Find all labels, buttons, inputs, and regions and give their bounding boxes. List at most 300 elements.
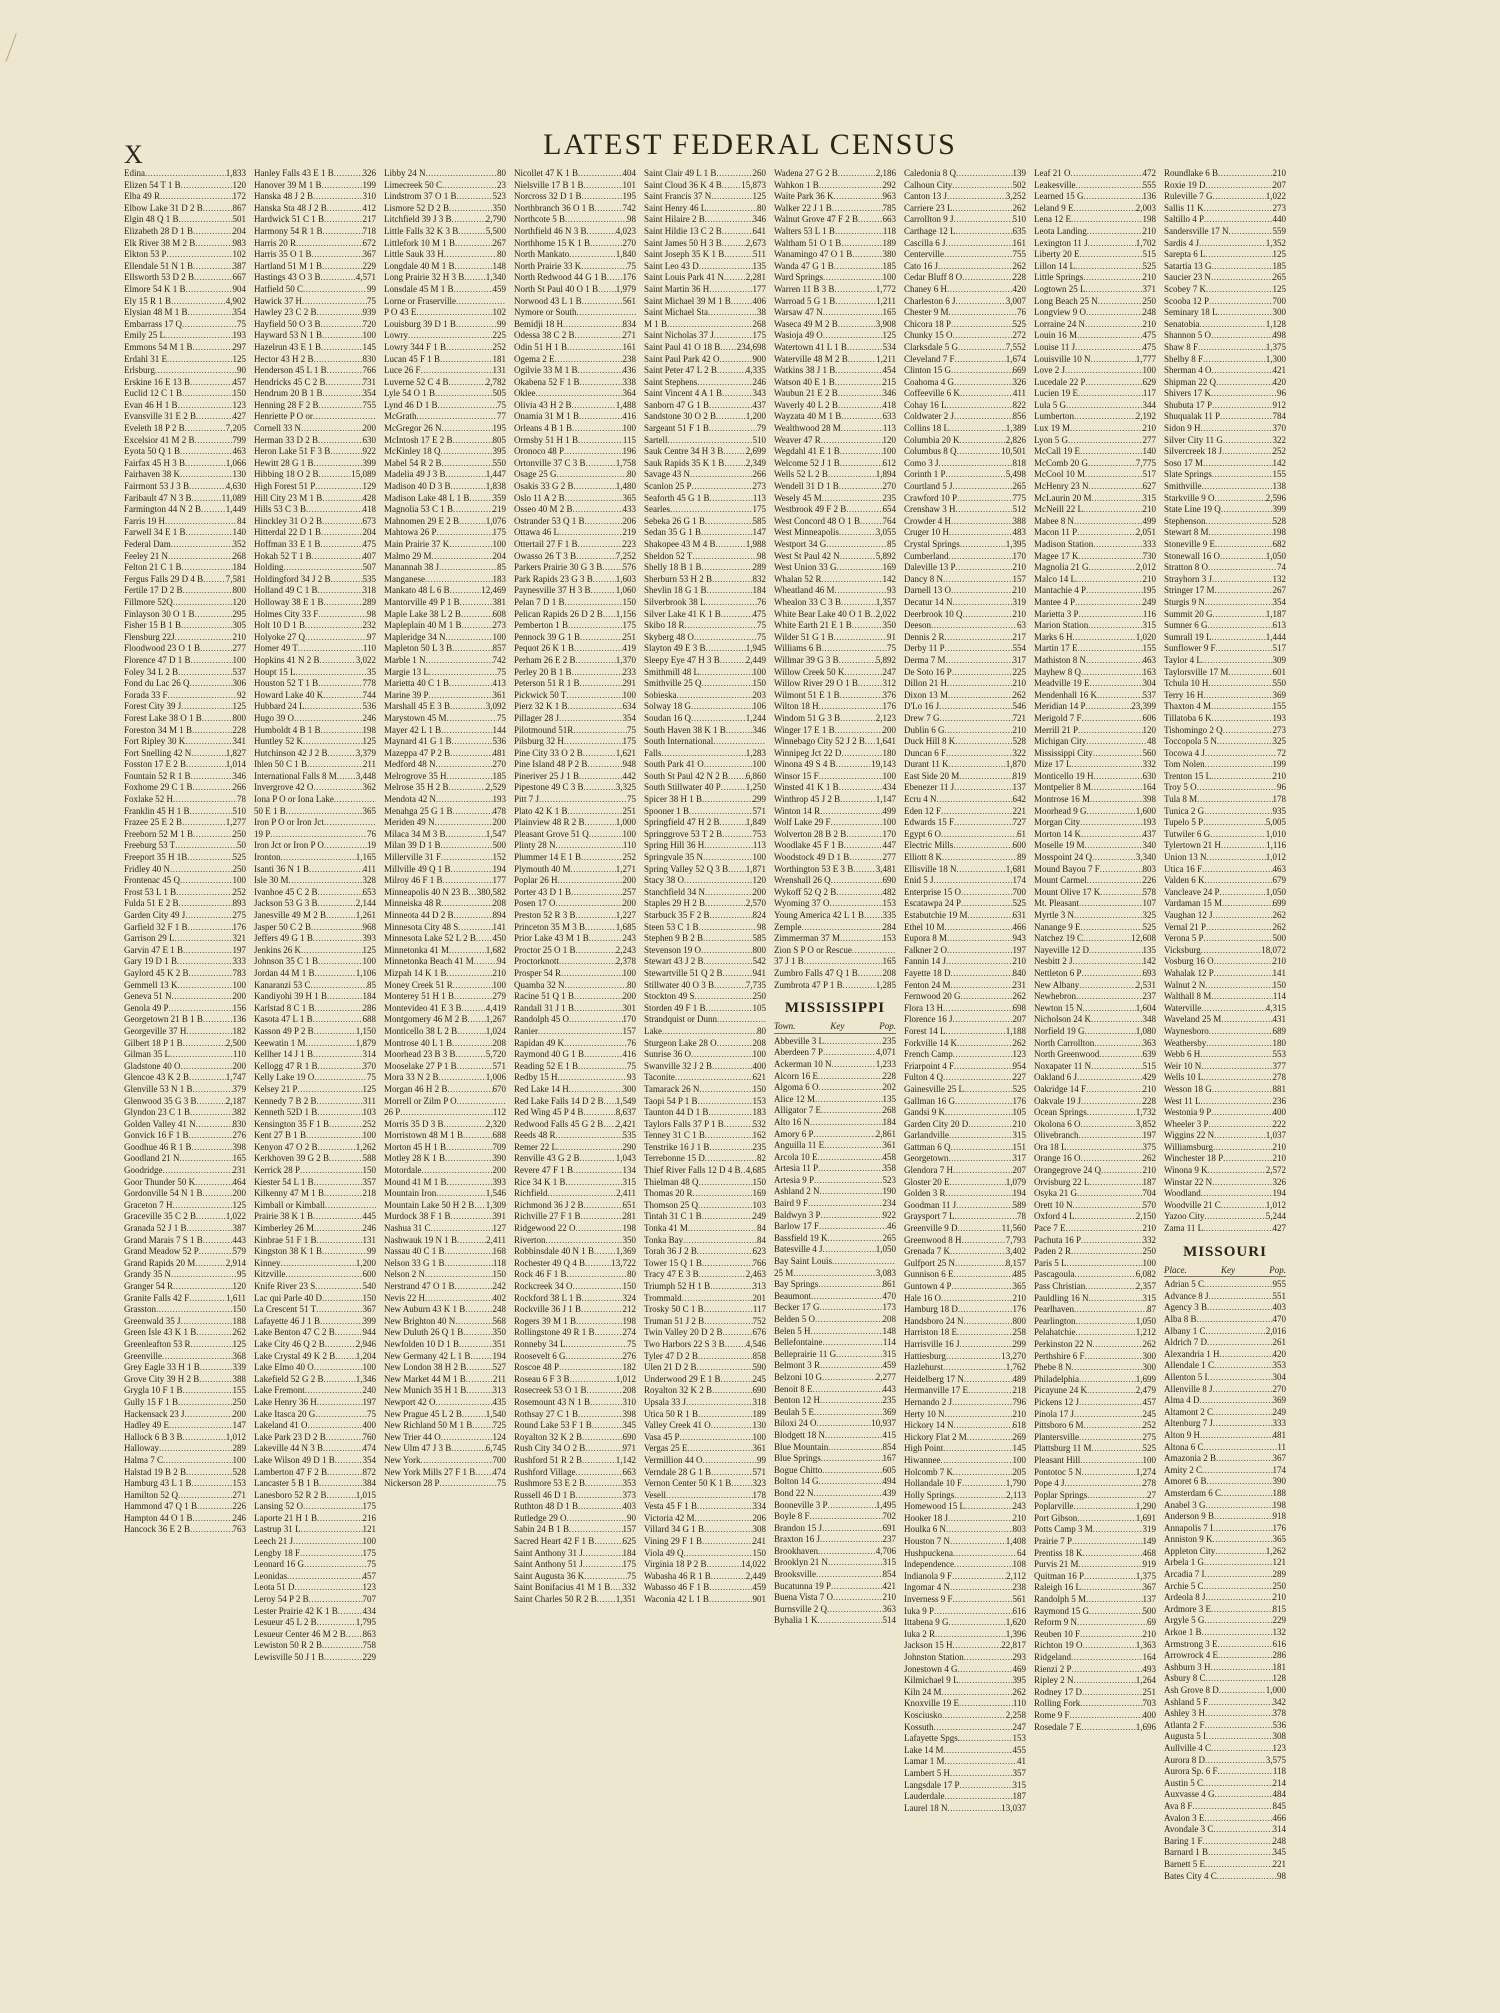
- census-entry: [904, 458, 1026, 470]
- census-entry: [124, 1339, 246, 1351]
- population: 818: [1012, 457, 1026, 468]
- census-entry: [1034, 400, 1156, 412]
- town-name: Newton 15 N: [1034, 1002, 1083, 1013]
- town-name: Saint Anthony 31 J: [514, 1547, 583, 1558]
- town-name: Kent 27 B 1 B: [254, 1130, 307, 1141]
- census-entry: [1034, 933, 1156, 945]
- population: 589: [1012, 1199, 1026, 1210]
- town-name: Kellher 14 J 1 B: [254, 1049, 313, 1060]
- leader-dots: [313, 933, 363, 945]
- population: 963: [882, 191, 896, 202]
- leader-dots: [690, 469, 753, 481]
- census-entry: [124, 365, 246, 377]
- town-name: Holt 10 D 1 B: [254, 620, 306, 631]
- leader-dots: [706, 203, 757, 215]
- population: 939: [362, 307, 376, 318]
- census-entry: [1164, 1476, 1286, 1488]
- population: 252: [492, 341, 506, 352]
- town-name: Zimmerman 37 M: [774, 933, 840, 944]
- leader-dots: [566, 1339, 628, 1351]
- census-entry: [384, 655, 506, 667]
- population: 378: [1272, 1708, 1286, 1719]
- town-name: Tonka Bay: [644, 1234, 684, 1245]
- census-entry: [904, 272, 1026, 284]
- town-name: Pascagoula: [1034, 1269, 1075, 1280]
- leader-dots: [193, 342, 233, 354]
- census-entry: [774, 1581, 896, 1593]
- population: 635: [1012, 225, 1026, 236]
- leader-dots: [561, 968, 623, 980]
- town-name: Morton 14 K: [1034, 828, 1081, 839]
- town-name: Rapidan 49 K: [514, 1037, 564, 1048]
- leader-dots: [1217, 736, 1273, 748]
- leader-dots: [197, 1096, 226, 1108]
- population: 941: [752, 967, 766, 978]
- census-entry: [644, 330, 766, 342]
- town-name: Gemmell 13 K: [124, 979, 178, 990]
- town-name: Woodstock 49 D 1 B: [774, 852, 850, 863]
- population: 236: [1272, 1095, 1286, 1106]
- population: 120: [232, 596, 246, 607]
- leader-dots: [1065, 365, 1143, 377]
- leader-dots: [802, 922, 883, 934]
- census-entry: [1034, 1420, 1156, 1432]
- town-name: Martin 17 E: [1034, 643, 1078, 654]
- leader-dots: [1215, 539, 1273, 551]
- population: 2,411: [616, 1188, 636, 1199]
- town-name: Orvisburg 22 L: [1034, 1176, 1090, 1187]
- leader-dots: [444, 1119, 486, 1131]
- town-name: Reading 52 E 1 B: [514, 1060, 578, 1071]
- town-name: Northcote 5 B: [514, 214, 565, 225]
- census-entry: [514, 852, 636, 864]
- census-entry: [1034, 481, 1156, 493]
- census-entry: [254, 516, 376, 528]
- population: 3,852: [1135, 1118, 1156, 1129]
- population: 308: [1272, 1731, 1286, 1742]
- census-entry: [254, 319, 376, 331]
- population: 199: [1272, 759, 1286, 770]
- town-name: Lillon 14 L: [1034, 260, 1075, 271]
- population: 1,262: [355, 1141, 376, 1152]
- census-entry: [514, 1049, 636, 1061]
- leader-dots: [192, 1142, 233, 1154]
- leader-dots: [431, 1223, 493, 1235]
- census-entry: [1164, 690, 1286, 702]
- leader-dots: [456, 319, 497, 331]
- town-name: Chester 9 M: [904, 307, 949, 318]
- leader-dots: [572, 667, 623, 679]
- leader-dots: [457, 191, 493, 203]
- census-entry: [254, 1582, 376, 1594]
- town-name: Hollandale 10 F: [904, 1478, 962, 1489]
- town-name: Winnipeg Jct 22 D: [774, 747, 842, 758]
- census-entry: [774, 1407, 896, 1419]
- leader-dots: [171, 539, 233, 551]
- census-entry: [1034, 1246, 1156, 1258]
- census-entry: [124, 191, 246, 203]
- town-name: Shubuta 17 P: [1164, 399, 1213, 410]
- census-entry: [1164, 1279, 1286, 1291]
- population: 1,150: [355, 1025, 376, 1036]
- census-entry: [644, 1594, 766, 1606]
- leader-dots: [846, 829, 882, 841]
- town-name: Hanover 39 M 1 B: [254, 179, 322, 190]
- leader-dots: [960, 388, 1013, 400]
- leader-dots: [698, 1409, 753, 1421]
- leader-dots: [317, 1617, 356, 1629]
- leader-dots: [839, 481, 883, 493]
- town-name: Storden 49 F 1 B: [644, 1002, 706, 1013]
- leader-dots: [199, 1246, 233, 1258]
- leader-dots: [1213, 1523, 1273, 1535]
- leader-dots: [446, 342, 492, 354]
- population: 219: [492, 504, 506, 515]
- census-entry: [1034, 910, 1156, 922]
- leader-dots: [836, 1349, 882, 1361]
- town-name: Nashua 31 C: [384, 1223, 431, 1234]
- leader-dots: [173, 1281, 233, 1293]
- leader-dots: [1089, 562, 1136, 574]
- population: 1,370: [615, 654, 636, 665]
- town-name: Garfield 32 F 1 B: [124, 921, 188, 932]
- population: 393: [492, 1176, 506, 1187]
- leader-dots: [946, 956, 1012, 968]
- census-entry: [1164, 1488, 1286, 1500]
- census-entry: [514, 1026, 636, 1038]
- town-name: Willow River 29 O 1 B: [774, 678, 858, 689]
- census-entry: [254, 898, 376, 910]
- leader-dots: [305, 1385, 363, 1397]
- census-entry: [514, 388, 636, 400]
- census-entry: [1164, 1395, 1286, 1407]
- population: 140: [1142, 446, 1156, 457]
- population: 346: [882, 388, 896, 399]
- town-name: Stewart 8 M: [1164, 527, 1209, 538]
- town-name: Grand Rapids 20 M: [124, 1257, 196, 1268]
- census-entry: [904, 1768, 1026, 1780]
- leader-dots: [324, 817, 376, 829]
- population: 98: [367, 608, 376, 619]
- census-entry: [1164, 168, 1286, 180]
- town-name: Prairie 7 P: [1034, 1536, 1072, 1547]
- leader-dots: [443, 875, 493, 887]
- town-name: Riverton: [514, 1234, 546, 1245]
- population: 75: [497, 712, 506, 723]
- town-name: Wanamingo 47 O 1 B: [774, 249, 853, 260]
- census-entry: [1034, 1629, 1156, 1641]
- census-entry: [644, 1223, 766, 1235]
- population: 1,488: [615, 399, 636, 410]
- census-entry: [254, 875, 376, 887]
- population: 137: [1142, 1594, 1156, 1605]
- leader-dots: [952, 180, 1012, 192]
- town-name: Glendora 7 H: [904, 1165, 953, 1176]
- town-name: Grand Meadow 52 P: [124, 1246, 199, 1257]
- census-entry: [124, 1049, 246, 1061]
- leader-dots: [585, 516, 623, 528]
- leader-dots: [831, 1581, 883, 1593]
- census-entry: [1164, 330, 1286, 342]
- census-entry: [1164, 1418, 1286, 1430]
- town-name: Hubbard 24 L: [254, 701, 305, 712]
- census-entry: [124, 1072, 246, 1084]
- population: 197: [232, 944, 246, 955]
- census-entry: [1034, 1362, 1156, 1374]
- population: 98: [757, 550, 766, 561]
- town-name: Iron P O or Iron Jct: [254, 817, 324, 828]
- population: 277: [882, 852, 896, 863]
- census-entry: [904, 342, 1026, 354]
- census-entry: [1164, 261, 1286, 273]
- census-entry: [1164, 1142, 1286, 1154]
- leader-dots: [284, 562, 363, 574]
- census-entry: [1034, 1269, 1156, 1281]
- subheader-key: Key: [830, 1021, 845, 1032]
- population: 314: [362, 1049, 376, 1060]
- town-name: Hamburg 18 D: [904, 1304, 958, 1315]
- population: 971: [622, 1443, 636, 1454]
- population: 200: [622, 898, 636, 909]
- census-entry: [644, 910, 766, 922]
- population: 124: [492, 1431, 506, 1442]
- population: 234: [882, 1198, 896, 1209]
- leader-dots: [693, 1188, 753, 1200]
- population: 2,112: [1006, 1570, 1026, 1581]
- census-entry: [904, 1293, 1026, 1305]
- town-name: Silver Lake 41 K 1 B: [644, 608, 721, 619]
- leader-dots: [185, 736, 232, 748]
- town-name: Belden 5 O: [774, 1314, 815, 1324]
- census-entry: [384, 1061, 506, 1073]
- leader-dots: [307, 759, 363, 771]
- population: 2,449: [745, 654, 766, 665]
- population: 1,010: [1265, 828, 1286, 839]
- population: 370: [1272, 423, 1286, 434]
- leader-dots: [195, 1177, 232, 1189]
- census-entry: [644, 817, 766, 829]
- leader-dots: [1094, 1038, 1142, 1050]
- town-name: Allenton 5 I: [1164, 1371, 1208, 1382]
- census-entry: [1164, 1153, 1286, 1165]
- census-entry: [644, 1014, 766, 1026]
- population: 150: [362, 1165, 376, 1176]
- town-name: Johnston Station: [904, 1652, 964, 1662]
- census-entry: [904, 249, 1026, 261]
- population: 601: [1272, 666, 1286, 677]
- population: 459: [882, 1360, 896, 1371]
- leader-dots: [956, 296, 1006, 308]
- census-entry: [254, 806, 376, 818]
- population: 4,023: [615, 225, 636, 236]
- population: 195: [492, 423, 506, 434]
- leader-dots: [464, 272, 486, 284]
- census-entry: [124, 898, 246, 910]
- census-entry: [384, 226, 506, 238]
- census-entry: [644, 1316, 766, 1328]
- population: 361: [752, 1443, 766, 1454]
- population: 249: [1142, 596, 1156, 607]
- census-entry: [514, 782, 636, 794]
- census-entry: [514, 1397, 636, 1409]
- population: 175: [362, 1501, 376, 1512]
- population: 150: [1272, 979, 1286, 990]
- town-name: Ecru 4 N: [904, 794, 937, 805]
- town-name: Mound Bayou 7 F: [1034, 863, 1100, 874]
- leader-dots: [458, 226, 486, 238]
- population: 948: [622, 759, 636, 770]
- town-name: Pelan 7 D 1 B: [514, 596, 565, 607]
- population: 35: [367, 666, 376, 677]
- population: 536: [1272, 1719, 1286, 1730]
- town-name: Madelia 49 J 3 B: [384, 469, 446, 480]
- town-name: Wahalak 12 P: [1164, 967, 1214, 978]
- population: 5,892: [875, 654, 896, 665]
- census-entry: [904, 1003, 1026, 1015]
- town-name: Rogers 39 M 1 B: [514, 1315, 577, 1326]
- population: 308: [752, 1524, 766, 1535]
- town-name: Louisville 10 N: [1034, 353, 1091, 364]
- census-entry: [904, 1420, 1026, 1432]
- leader-dots: [702, 678, 753, 690]
- leader-dots: [192, 493, 222, 505]
- census-entry: [514, 377, 636, 389]
- population: 170: [622, 1014, 636, 1025]
- town-name: Okabena 52 F 1 B: [514, 376, 580, 387]
- leader-dots: [421, 365, 493, 377]
- census-entry: [644, 806, 766, 818]
- town-name: Bogue Chitto: [774, 1464, 823, 1475]
- leader-dots: [950, 1177, 1006, 1189]
- leader-dots: [864, 910, 883, 922]
- population: 175: [362, 1547, 376, 1558]
- population: 421: [882, 1580, 896, 1591]
- leader-dots: [1214, 1130, 1266, 1142]
- town-name: Purvis 21 M: [1034, 1559, 1079, 1570]
- census-entry: [1164, 806, 1286, 818]
- leader-dots: [814, 1407, 883, 1419]
- census-entry: [514, 411, 636, 423]
- leader-dots: [583, 1559, 623, 1571]
- population: 313: [752, 1281, 766, 1291]
- population: 554: [1012, 643, 1026, 654]
- leader-dots: [566, 1177, 623, 1189]
- town-name: Gainesville 25 L: [904, 1083, 964, 1094]
- population: 304: [1272, 1371, 1286, 1382]
- population: 125: [752, 191, 766, 202]
- census-entry: [644, 852, 766, 864]
- census-entry: [514, 191, 636, 203]
- population: 459: [492, 283, 506, 294]
- population: 1,732: [1135, 1107, 1156, 1118]
- population: 428: [362, 492, 376, 503]
- population: 872: [362, 1466, 376, 1477]
- population: 3,402: [1005, 1246, 1026, 1257]
- town-name: Sidon 9 H: [1164, 423, 1201, 434]
- leader-dots: [841, 238, 882, 250]
- census-entry: [514, 1409, 636, 1421]
- census-entry: [904, 516, 1026, 528]
- leader-dots: [408, 330, 493, 342]
- census-entry: [1034, 493, 1156, 505]
- census-entry: [254, 307, 376, 319]
- town-name: Soudan 16 Q: [644, 712, 691, 723]
- leader-dots: [934, 1722, 1013, 1734]
- town-name: Pennock 39 G 1 B: [514, 631, 580, 642]
- town-name: Iuka 2 R: [904, 1628, 935, 1639]
- leader-dots: [819, 1082, 883, 1094]
- leader-dots: [953, 840, 1012, 852]
- population: 688: [362, 1014, 376, 1025]
- census-entry: [384, 898, 506, 910]
- census-entry: [384, 852, 506, 864]
- leader-dots: [197, 1501, 233, 1513]
- town-name: Seminary 18 L: [1164, 307, 1218, 318]
- census-entry: [904, 620, 1026, 632]
- census-entry: [254, 1107, 376, 1119]
- census-entry: [384, 806, 506, 818]
- census-entry: [1034, 945, 1156, 957]
- population: 183: [752, 1107, 766, 1118]
- population: 315: [882, 1557, 896, 1568]
- town-name: Perkinston 22 N: [1034, 1338, 1093, 1349]
- leader-dots: [844, 667, 882, 679]
- population: 76: [367, 828, 376, 839]
- census-entry: [124, 1188, 246, 1200]
- census-entry: [904, 713, 1026, 725]
- town-name: Bemidji 18 H: [514, 318, 563, 329]
- leader-dots: [566, 690, 622, 702]
- census-entry: [904, 1467, 1026, 1479]
- census-entry: [1034, 1281, 1156, 1293]
- town-name: Tunica 2 G: [1164, 805, 1205, 816]
- census-entry: [254, 1223, 376, 1235]
- population: 341: [232, 736, 246, 747]
- population: 752: [752, 1315, 766, 1326]
- census-entry: [644, 411, 766, 423]
- population: 363: [1142, 1037, 1156, 1048]
- population: 402: [492, 1292, 506, 1303]
- population: 436: [622, 365, 636, 376]
- census-entry: [1164, 1755, 1286, 1767]
- leader-dots: [321, 272, 356, 284]
- census-entry: [384, 1339, 506, 1351]
- town-name: Roscoe 48 P: [514, 1362, 559, 1373]
- leader-dots: [942, 1687, 1013, 1699]
- leader-dots: [567, 1513, 628, 1525]
- town-name: Pierz 32 K 1 B: [514, 701, 568, 712]
- page-letter: X: [124, 140, 143, 169]
- population: 2,411: [486, 1234, 506, 1245]
- town-name: Enterprise 15 O: [904, 886, 961, 897]
- leader-dots: [703, 933, 752, 945]
- population: 82: [757, 1153, 766, 1164]
- census-entry: [514, 1014, 636, 1026]
- state-header: MISSOURI: [1183, 1243, 1267, 1260]
- town-name: Georgeville 37 H: [124, 1025, 187, 1036]
- population: 447: [882, 840, 896, 851]
- census-entry: [1034, 388, 1156, 400]
- leader-dots: [1079, 1397, 1143, 1409]
- census-entry: [1164, 1096, 1286, 1108]
- leader-dots: [957, 864, 1006, 876]
- population: 4,706: [875, 1545, 896, 1556]
- leader-dots: [181, 620, 232, 632]
- population: 840: [1012, 967, 1026, 978]
- leader-dots: [950, 1536, 1006, 1548]
- leader-dots: [437, 527, 493, 539]
- population: 690: [882, 875, 896, 886]
